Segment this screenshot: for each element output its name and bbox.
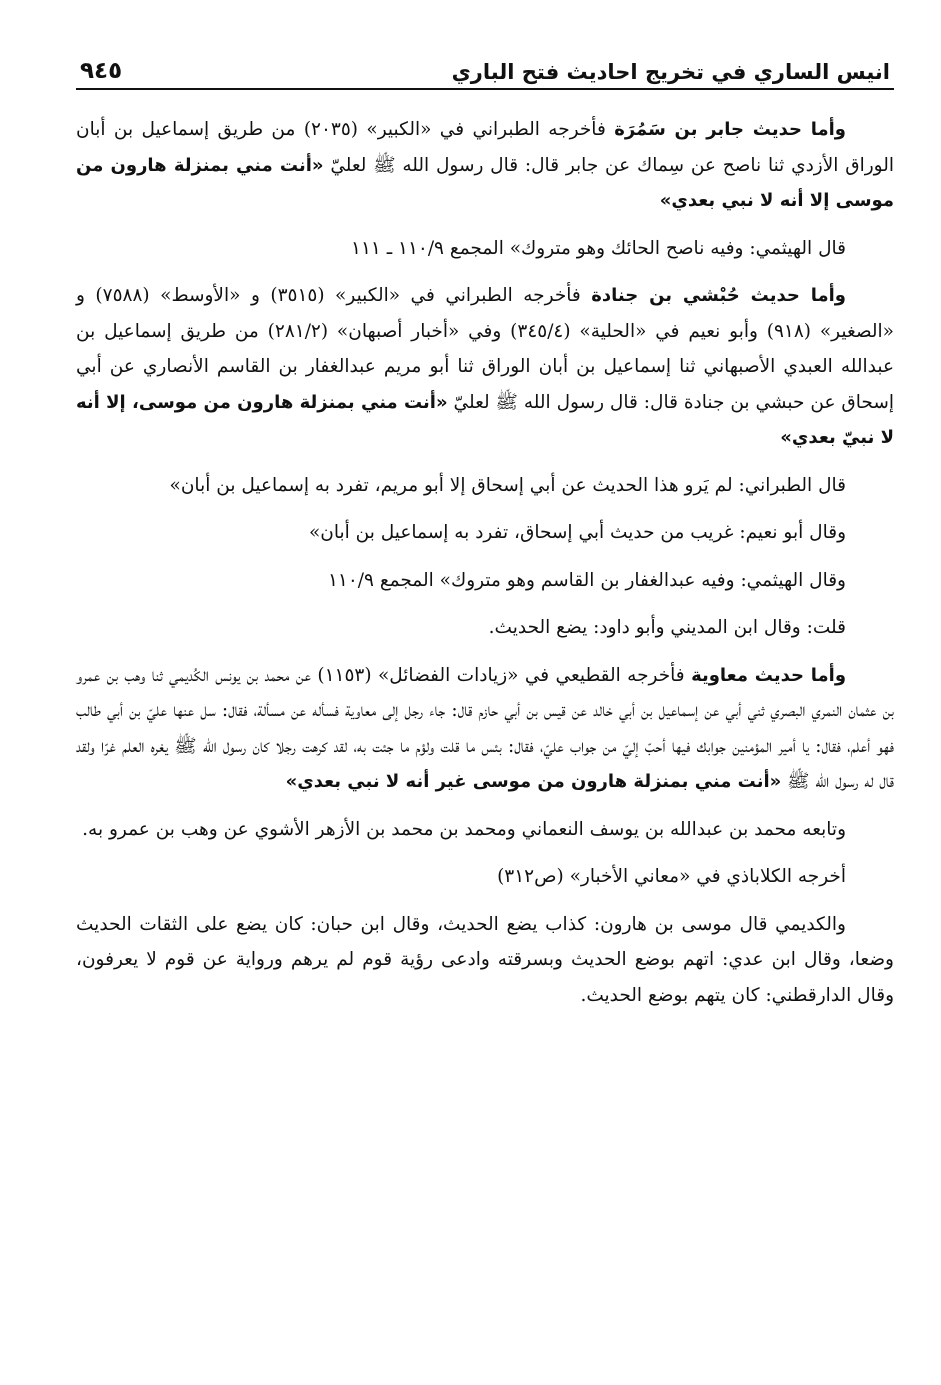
page-number: ٩٤٥ xyxy=(80,58,123,84)
bold-text-segment: وأما حديث حُبْشي بن جنادة xyxy=(591,285,846,306)
text-segment: وتابعه محمد بن عبدالله بن يوسف النعماني ومحمد بن محمد بن الأزهر الأشوي عن وهب بن عمرو به. xyxy=(82,818,846,840)
paragraph-p8 xyxy=(76,658,894,800)
running-header xyxy=(76,44,894,90)
text-segment: فأخرجه الطبراني في «الكبير» (٣٥١٥) و «الأوسط» (٧٥٨٨) و «الصغير» (٩١٨) وأبو نعيم في «الحلية» (٣٤٥/٤) وفي «أخبار أصبهان» (٢٨١/٢) من طريق إسماعيل بن عبدالله العبدي الأصبهاني ثنا إسماعيل بن أبان الوراق ثنا أبو مريم عبدالغفار بن القاسم الأنصاري عن أبي إسحاق عن حبشي بن جنادة قال: قال رسول الله ﷺ لعليّ xyxy=(76,285,895,413)
text-segment: وقال الهيثمي: وفيه عبدالغفار بن القاسم وهو متروك» المجمع ١١٠/٩ xyxy=(327,569,846,591)
text-segment: وقال أبو نعيم: غريب من حديث أبي إسحاق، تفرد به إسماعيل بن أبان» xyxy=(308,522,846,543)
text-segment: أخرجه الكلاباذي في «معاني الأخبار» (ص٣١٢) xyxy=(497,866,846,887)
text-segment: قلت: وقال ابن المديني وأبو داود: يضع الحديث. xyxy=(488,617,846,638)
bold-text-segment: «أنت مني بمنزلة هارون من موسى إلا أنه لا نبي بعدي» xyxy=(76,154,894,211)
paragraph-p6 xyxy=(76,563,894,599)
bold-text-segment: «أنت مني بمنزلة هارون من موسى، إلا أنه لا نبيّ بعدي» xyxy=(76,391,894,448)
text-segment: فأخرجه القطيعي في «زيادات الفضائل» (١١٥٣) عن محمد بن يونس الكُديمي ثنا وهب بن عمرو بن عثمان النمري البصري ثني أبي عن إسماعيل بن أبي خالد عن قيس بن أبي حازم قال: جاء رجل إلى معاوية فسأله عن مسألة، فقال: سل عنها عليّ بن أبي طالب فهو أعلم، فقال: يا أمير المؤمنين جوابك فيها أحبّ إليّ من جواب عليّ، فقال: بئس ما قلت ولؤم ما جئت به، لقد كرهت رجلا كان رسول الله ﷺ يغره العلم غرّا ولقد قال له رسول الله ﷺ xyxy=(76,664,894,792)
paragraph-p10 xyxy=(76,859,894,895)
book-page xyxy=(76,44,894,1025)
paragraph-p11 xyxy=(76,907,894,1014)
text-segment: قال الهيثمي: وفيه ناصح الحائك وهو متروك» المجمع ١١٠/٩ ـ ١١١ xyxy=(351,237,846,259)
bold-text-segment: وأما حديث معاوية xyxy=(691,664,847,686)
paragraph-p5 xyxy=(76,515,894,551)
paragraph-p9 xyxy=(76,812,894,848)
bold-text-segment: وأما حديث جابر بن سَمُرَة xyxy=(614,119,846,140)
running-title: انيس الساري في تخريج احاديث فتح الباري xyxy=(451,60,890,84)
bold-text-segment: «أنت مني بمنزلة هارون من موسى غير أنه لا نبي بعدي» xyxy=(285,771,782,792)
text-segment: فأخرجه الطبراني في «الكبير» (٢٠٣٥) من طريق إسماعيل بن أبان الوراق الأزدي ثنا ناصح عن سِماك عن جابر قال: قال رسول الله ﷺ لعليّ xyxy=(76,119,894,176)
text-segment: والكديمي قال موسى بن هارون: كذاب يضع الحديث، وقال ابن حبان: كان يضع على الثقات الحديث وضعا، وقال ابن عدي: اتهم بوضع الحديث وبسرقته وادعى رؤية قوم لم يرهم ورواية عن قوم لا يعرفون، وقال الدارقطني: كان يتهم بوضع الحديث. xyxy=(76,913,894,1006)
paragraph-p4 xyxy=(76,468,894,504)
paragraph-p1 xyxy=(76,112,894,219)
body-text xyxy=(76,112,894,1013)
paragraph-p7 xyxy=(76,610,894,646)
text-segment: قال الطبراني: لم يَرو هذا الحديث عن أبي إسحاق إلا أبو مريم، تفرد به إسماعيل بن أبان» xyxy=(169,474,846,496)
paragraph-p3 xyxy=(76,278,894,456)
paragraph-p2 xyxy=(76,231,894,267)
